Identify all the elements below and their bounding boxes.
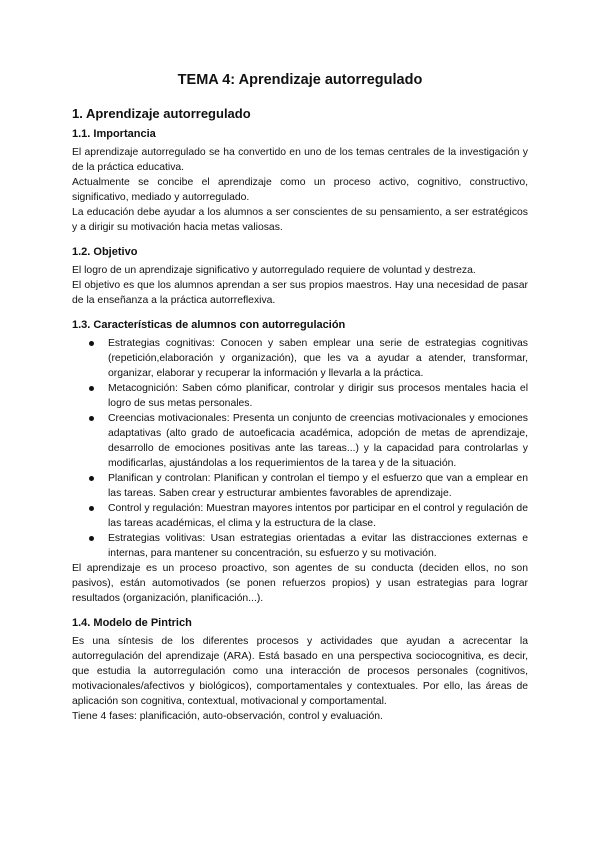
list-item	[108, 531, 528, 561]
list-item-text: Estrategias cognitivas: Conocen y saben emplear una serie de estrategias cognitivas (repetición,elaboración y organización), que les va a ayudar a atender, transformar, organizar, elaborar y recuperar la información y llevarla a la práctica.	[108, 338, 528, 379]
list-item-text: Planifican y controlan: Planifican y controlan el tiempo y el esfuerzo que van a emplear en las tareas. Saben crear y estructurar ambientes favorables de aprendizaje.	[108, 473, 528, 499]
subsection-heading-objetivo: 1.2. Objetivo	[72, 246, 138, 258]
paragraph: El objetivo es que los alumnos aprendan a ser sus propios maestros. Hay una necesidad de pasar de la enseñanza a la práctica autorreflexiva.	[72, 280, 528, 306]
list-item-text: Control y regulación: Muestran mayores intentos por participar en el control y regulación de las tareas académicas, el clima y la estructura de la clase.	[108, 503, 528, 529]
subsection-heading-modelo-pintrich: 1.4. Modelo de Pintrich	[72, 617, 192, 629]
bullet-icon	[89, 506, 94, 511]
paragraph: El logro de un aprendizaje significativo y autorregulado requiere de voluntad y destreza.	[72, 265, 476, 276]
list-item-text: Estrategias volitivas: Usan estrategias orientadas a evitar las distracciones externas e internas, para mantener su concentración, su esfuerzo y su motivación.	[108, 533, 528, 559]
paragraph: Actualmente se concibe el aprendizaje como un proceso activo, cognitivo, constructivo, significativo, mediado y autorregulado.	[72, 177, 528, 203]
bullet-icon	[89, 476, 94, 481]
characteristics-list	[72, 336, 528, 561]
paragraph: Es una síntesis de los diferentes procesos y actividades que ayudan a acrecentar la autorregulación del aprendizaje (ARA). Está basado en una perspectiva sociocognitiva, es decir, que estudia la autorregulación como una interacción de procesos personales (cognitivos, motivacionales/afectivos y biológicos), comportamentales y contextuales. Por ello, las áreas de aplicación son cognitiva, contextual, motivacional y comportamental.	[72, 636, 528, 707]
paragraph: Tiene 4 fases: planificación, auto-observación, control y evaluación.	[72, 711, 383, 722]
paragraph: La educación debe ayudar a los alumnos a ser conscientes de su pensamiento, a ser estratégicos y a dirigir su motivación hacia metas valiosas.	[72, 207, 528, 233]
paragraph: El aprendizaje autorregulado se ha convertido en uno de los temas centrales de la investigación y de la práctica educativa.	[72, 147, 528, 173]
bullet-icon	[89, 386, 94, 391]
list-item	[108, 336, 528, 381]
list-item-text: Metacognición: Saben cómo planificar, controlar y dirigir sus procesos mentales hacia el logro de sus metas personales.	[108, 383, 528, 409]
list-item	[108, 411, 528, 471]
subsection-heading-importancia: 1.1. Importancia	[72, 128, 156, 140]
bullet-icon	[89, 536, 94, 541]
paragraph: El aprendizaje es un proceso proactivo, son agentes de su conducta (deciden ellos, no son pasivos), están automotivados (se ponen refuerzos propios) y usan estrategias para lograr resultados (organización, planificación...).	[72, 563, 528, 604]
document-title: TEMA 4: Aprendizaje autorregulado	[177, 72, 423, 88]
list-item-text: Creencias motivacionales: Presenta un conjunto de creencias motivacionales y emociones adaptativas (alto grado de autoeficacia académica, adopción de metas de aprendizaje, desarrollo de emociones positivas ante las tareas...) y la capacidad para controlarlas y modificarlas, ajustándolas a los requerimientos de la tarea y de la situación.	[108, 413, 528, 469]
subsection-heading-caracteristicas: 1.3. Características de alumnos con autorregulación	[72, 319, 346, 331]
bullet-icon	[89, 416, 94, 421]
list-item	[108, 471, 528, 501]
section-heading-aprendizaje-autorregulado: 1. Aprendizaje autorregulado	[72, 106, 251, 121]
list-item	[108, 501, 528, 531]
list-item	[108, 381, 528, 411]
bullet-icon	[89, 341, 94, 346]
